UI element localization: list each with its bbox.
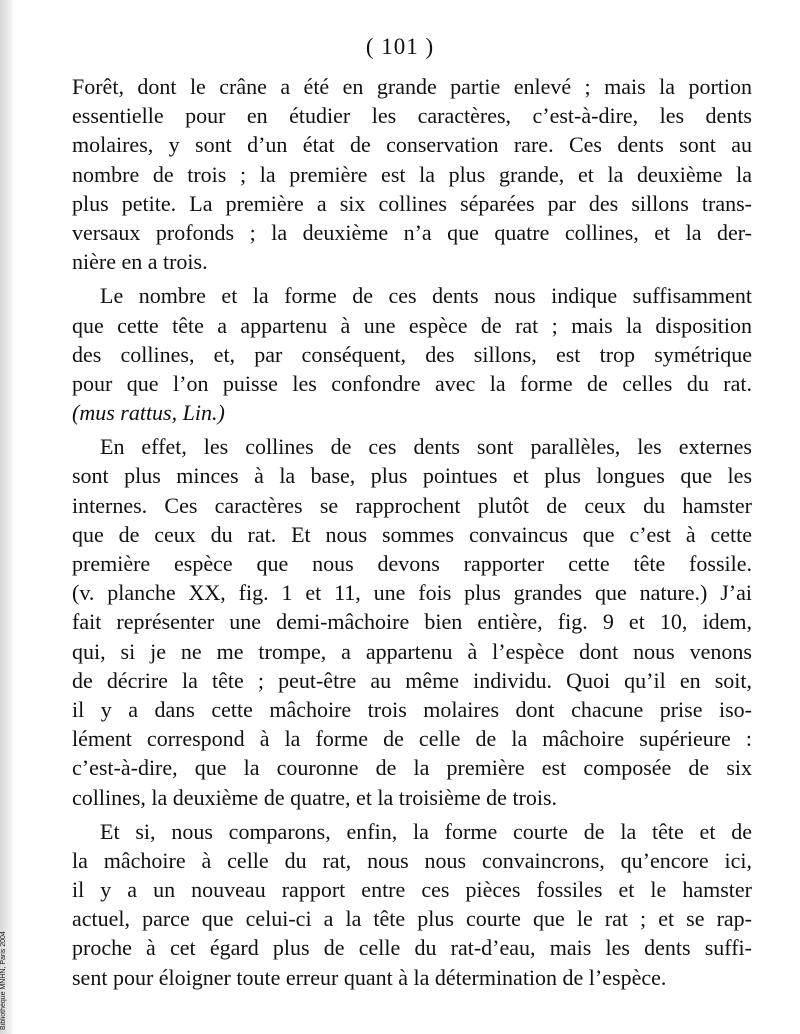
library-credit: Bibliothèque MNHN, Paris 2004 bbox=[0, 931, 7, 1030]
text-line: que cette tête a appartenu à une espèce de rat ; mais la disposition bbox=[72, 312, 752, 338]
text-line: sent pour éloigner toute erreur quant à la détermination de l’espèce. bbox=[72, 964, 667, 990]
body-text bbox=[72, 72, 752, 997]
paragraph-1 bbox=[72, 72, 752, 276]
text-line: (mus rattus, Lin.) bbox=[72, 400, 225, 426]
text-line: des collines, et, par conséquent, des sillons, est trop symétrique bbox=[72, 341, 752, 367]
text-line: pour que l’on puisse les confondre avec la forme de celles du rat. bbox=[72, 370, 752, 396]
page-number: ( 101 ) bbox=[365, 34, 435, 59]
text-line: versaux profonds ; la deuxième n’a que quatre collines, et la der- bbox=[72, 219, 752, 245]
binding-edge bbox=[0, 0, 12, 1034]
text-line: c’est-à-dire, que la couronne de la première est composée de six bbox=[72, 755, 752, 781]
text-line: nière en a trois. bbox=[72, 249, 208, 275]
text-line: Forêt, dont le crâne a été en grande partie enlevé ; mais la portion bbox=[72, 74, 752, 99]
text-line: plus petite. La première a six collines séparées par des sillons trans- bbox=[72, 190, 752, 216]
text-line: (v. planche XX, fig. 1 et 11, une fois plus grandes que nature.) J’ai bbox=[72, 580, 752, 606]
text-line: molaires, y sont d’un état de conservation rare. Ces dents sont au bbox=[72, 132, 752, 158]
text-line: actuel, parce que celui-ci a la tête plus courte que le rat ; et se rap- bbox=[72, 906, 752, 932]
text-line: fait représenter une demi-mâchoire bien entière, fig. 9 et 10, idem, bbox=[72, 609, 752, 635]
text-line: collines, la deuxième de quatre, et la troisième de trois. bbox=[72, 784, 558, 810]
text-line: Le nombre et la forme de ces dents nous indique suffisamment bbox=[100, 283, 752, 309]
text-line: En effet, les collines de ces dents sont parallèles, les externes bbox=[100, 434, 752, 460]
text-line: qui, si je ne me trompe, a appartenu à l’espèce dont nous venons bbox=[72, 638, 752, 664]
text-line: internes. Ces caractères se rapprochent plutôt de ceux du hamster bbox=[72, 492, 752, 518]
paragraph-3 bbox=[72, 432, 752, 811]
text-line: que de ceux du rat. Et nous sommes convaincus que c’est à cette bbox=[72, 521, 752, 547]
paragraph-2 bbox=[72, 281, 752, 427]
text-line: la mâchoire à celle du rat, nous nous convaincrons, qu’encore ici, bbox=[72, 847, 752, 873]
text-line: sont plus minces à la base, plus pointues et plus longues que les bbox=[72, 463, 752, 489]
text-line: de décrire la tête ; peut-être au même individu. Quoi qu’il en soit, bbox=[72, 667, 752, 693]
text-line: proche à cet égard plus de celle du rat-d’eau, mais les dents suffi- bbox=[72, 935, 752, 961]
text-line: lément correspond à la forme de celle de la mâchoire supérieure : bbox=[72, 726, 752, 752]
text-line: il y a dans cette mâchoire trois molaires dont chacune prise iso- bbox=[72, 696, 752, 722]
text-line: il y a un nouveau rapport entre ces pièces fossiles et le hamster bbox=[72, 877, 752, 903]
paragraph-4 bbox=[72, 817, 752, 992]
text-line: Et si, nous comparons, enfin, la forme courte de la tête et de bbox=[100, 818, 752, 844]
text-line: nombre de trois ; la première est la plus grande, et la deuxième la bbox=[72, 161, 752, 187]
text-line: première espèce que nous devons rapporter cette tête fossile. bbox=[72, 551, 752, 576]
text-line: essentielle pour en étudier les caractères, c’est-à-dire, les dents bbox=[72, 103, 752, 129]
